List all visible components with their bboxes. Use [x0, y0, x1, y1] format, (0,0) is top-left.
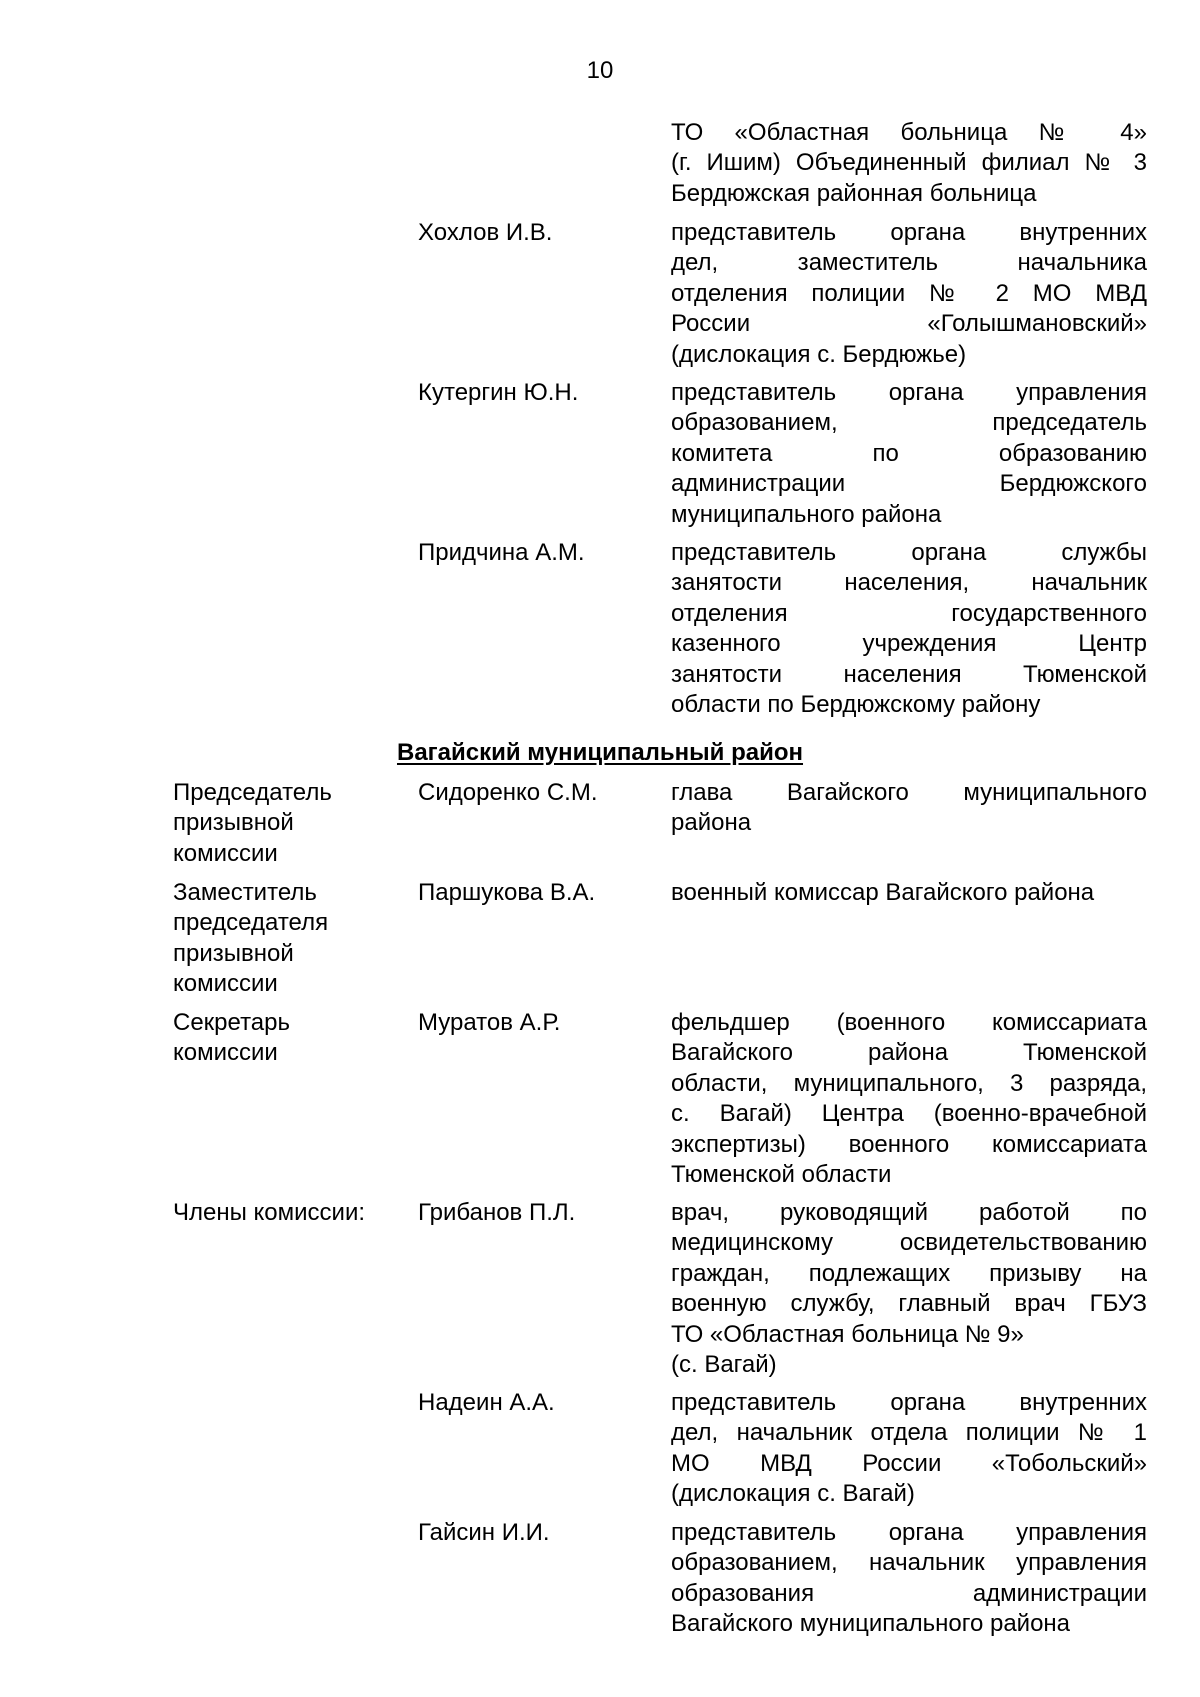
- section-title: [0, 738, 1200, 768]
- member-description: [671, 878, 1147, 908]
- commission-row: [0, 878, 1200, 998]
- commission-row: [0, 1008, 1200, 1190]
- commission-row: [0, 1198, 1200, 1380]
- continuation-block: [0, 118, 1200, 209]
- text-line: глава Вагайского муниципального: [671, 779, 1147, 806]
- role-line: председателя: [173, 909, 329, 937]
- member-description: [671, 1388, 1147, 1510]
- role-line: призывной: [173, 939, 294, 967]
- member-row: [0, 1388, 1200, 1510]
- text-line: комитета по образованию: [671, 439, 1147, 467]
- text-line: России «Голышмановский»: [671, 310, 1147, 338]
- member-name: Сидоренко С.М.: [418, 779, 598, 806]
- role-line: Председатель: [173, 779, 332, 806]
- text-line: Тюменской области: [671, 1161, 892, 1189]
- member-description: [671, 1198, 1147, 1380]
- text-line: граждан, подлежащих призыву на: [671, 1259, 1147, 1287]
- text-line: Вагайского муниципального района: [671, 1610, 1071, 1638]
- member-name: Паршукова В.А.: [418, 879, 596, 906]
- member-description: [671, 1008, 1147, 1190]
- commission-role: [173, 1198, 413, 1228]
- member-description: [671, 538, 1147, 720]
- role-line: комиссии: [173, 839, 278, 867]
- member-row: [0, 538, 1200, 720]
- member-description: [671, 218, 1147, 370]
- member-name: Грибанов П.Л.: [418, 1199, 576, 1226]
- section-title-text: Вагайский муниципальный район: [396, 739, 804, 766]
- text-line: (г. Ишим) Объединенный филиал № 3: [671, 149, 1147, 177]
- text-line: отделения полиции № 2 МО МВД: [671, 279, 1147, 307]
- member-row: [0, 378, 1200, 530]
- text-line: района: [671, 809, 752, 837]
- text-line: ТО «Областная больница № 9»: [671, 1320, 1024, 1348]
- text-line: медицинскому освидетельствованию: [671, 1229, 1147, 1257]
- text-line: области по Бердюжскому району: [671, 691, 1041, 719]
- member-name: Муратов А.Р.: [418, 1009, 561, 1036]
- role-line: Заместитель: [173, 879, 317, 906]
- role-line: комиссии: [173, 1039, 278, 1067]
- text-line: фельдшер (военного комиссариата: [671, 1009, 1147, 1036]
- text-line: казенного учреждения Центр: [671, 630, 1147, 658]
- commission-role: [173, 1008, 413, 1069]
- member-description: [671, 778, 1147, 839]
- text-line: занятости населения, начальник: [671, 569, 1147, 597]
- text-line: представитель органа управления: [671, 379, 1147, 406]
- text-line: военную службу, главный врач ГБУЗ: [671, 1290, 1147, 1318]
- text-line: образованием, начальник управления: [671, 1549, 1147, 1577]
- commission-row: [0, 778, 1200, 867]
- text-line: занятости населения Тюменской: [671, 660, 1147, 688]
- text-line: представитель органа внутренних: [671, 1389, 1147, 1416]
- text-line: представитель органа внутренних: [671, 219, 1147, 246]
- text-line: дел, заместитель начальника: [671, 249, 1147, 277]
- text-line: Вагайского района Тюменской: [671, 1039, 1147, 1067]
- text-line: с. Вагай) Центра (военно-врачебной: [671, 1100, 1147, 1128]
- text-line: образованием, председатель: [671, 409, 1147, 437]
- member-description: [671, 378, 1147, 530]
- page-number: 10: [586, 57, 614, 84]
- continuation-description: [671, 118, 1147, 209]
- role-line: комиссии: [173, 970, 278, 998]
- member-description: [671, 1518, 1147, 1640]
- text-line: (дислокация с. Вагай): [671, 1480, 915, 1508]
- text-line: ТО «Областная больница № 4»: [671, 119, 1147, 146]
- member-row: [0, 218, 1200, 370]
- text-line: (дислокация с. Бердюжье): [671, 340, 967, 368]
- text-line: экспертизы) военного комиссариата: [671, 1130, 1147, 1158]
- text-line: области, муниципального, 3 разряда,: [671, 1069, 1147, 1097]
- text-line: образования администрации: [671, 1579, 1147, 1607]
- role-line: призывной: [173, 809, 294, 837]
- role-line: Секретарь: [173, 1009, 290, 1036]
- text-line: МО МВД России «Тобольский»: [671, 1449, 1147, 1477]
- text-line: (с. Вагай): [671, 1351, 777, 1379]
- member-name: Гайсин И.И.: [418, 1519, 550, 1546]
- member-name: Придчина А.М.: [418, 539, 585, 566]
- commission-role: [173, 878, 413, 1000]
- role-line: Члены комиссии:: [173, 1199, 366, 1226]
- member-name: Кутергин Ю.Н.: [418, 379, 579, 406]
- member-name: Надеин А.А.: [418, 1389, 555, 1416]
- text-line: Бердюжская районная больница: [671, 179, 1037, 207]
- member-row: [0, 1518, 1200, 1640]
- text-line: дел, начальник отдела полиции № 1: [671, 1419, 1147, 1447]
- text-line: военный комиссар Вагайского района: [671, 879, 1095, 906]
- text-line: муниципального района: [671, 500, 942, 528]
- text-line: представитель органа службы: [671, 539, 1147, 566]
- text-line: отделения государственного: [671, 599, 1147, 627]
- text-line: администрации Бердюжского: [671, 470, 1147, 498]
- text-line: представитель органа управления: [671, 1519, 1147, 1546]
- commission-role: [173, 778, 413, 869]
- text-line: врач, руководящий работой по: [671, 1199, 1147, 1226]
- member-name: Хохлов И.В.: [418, 219, 553, 246]
